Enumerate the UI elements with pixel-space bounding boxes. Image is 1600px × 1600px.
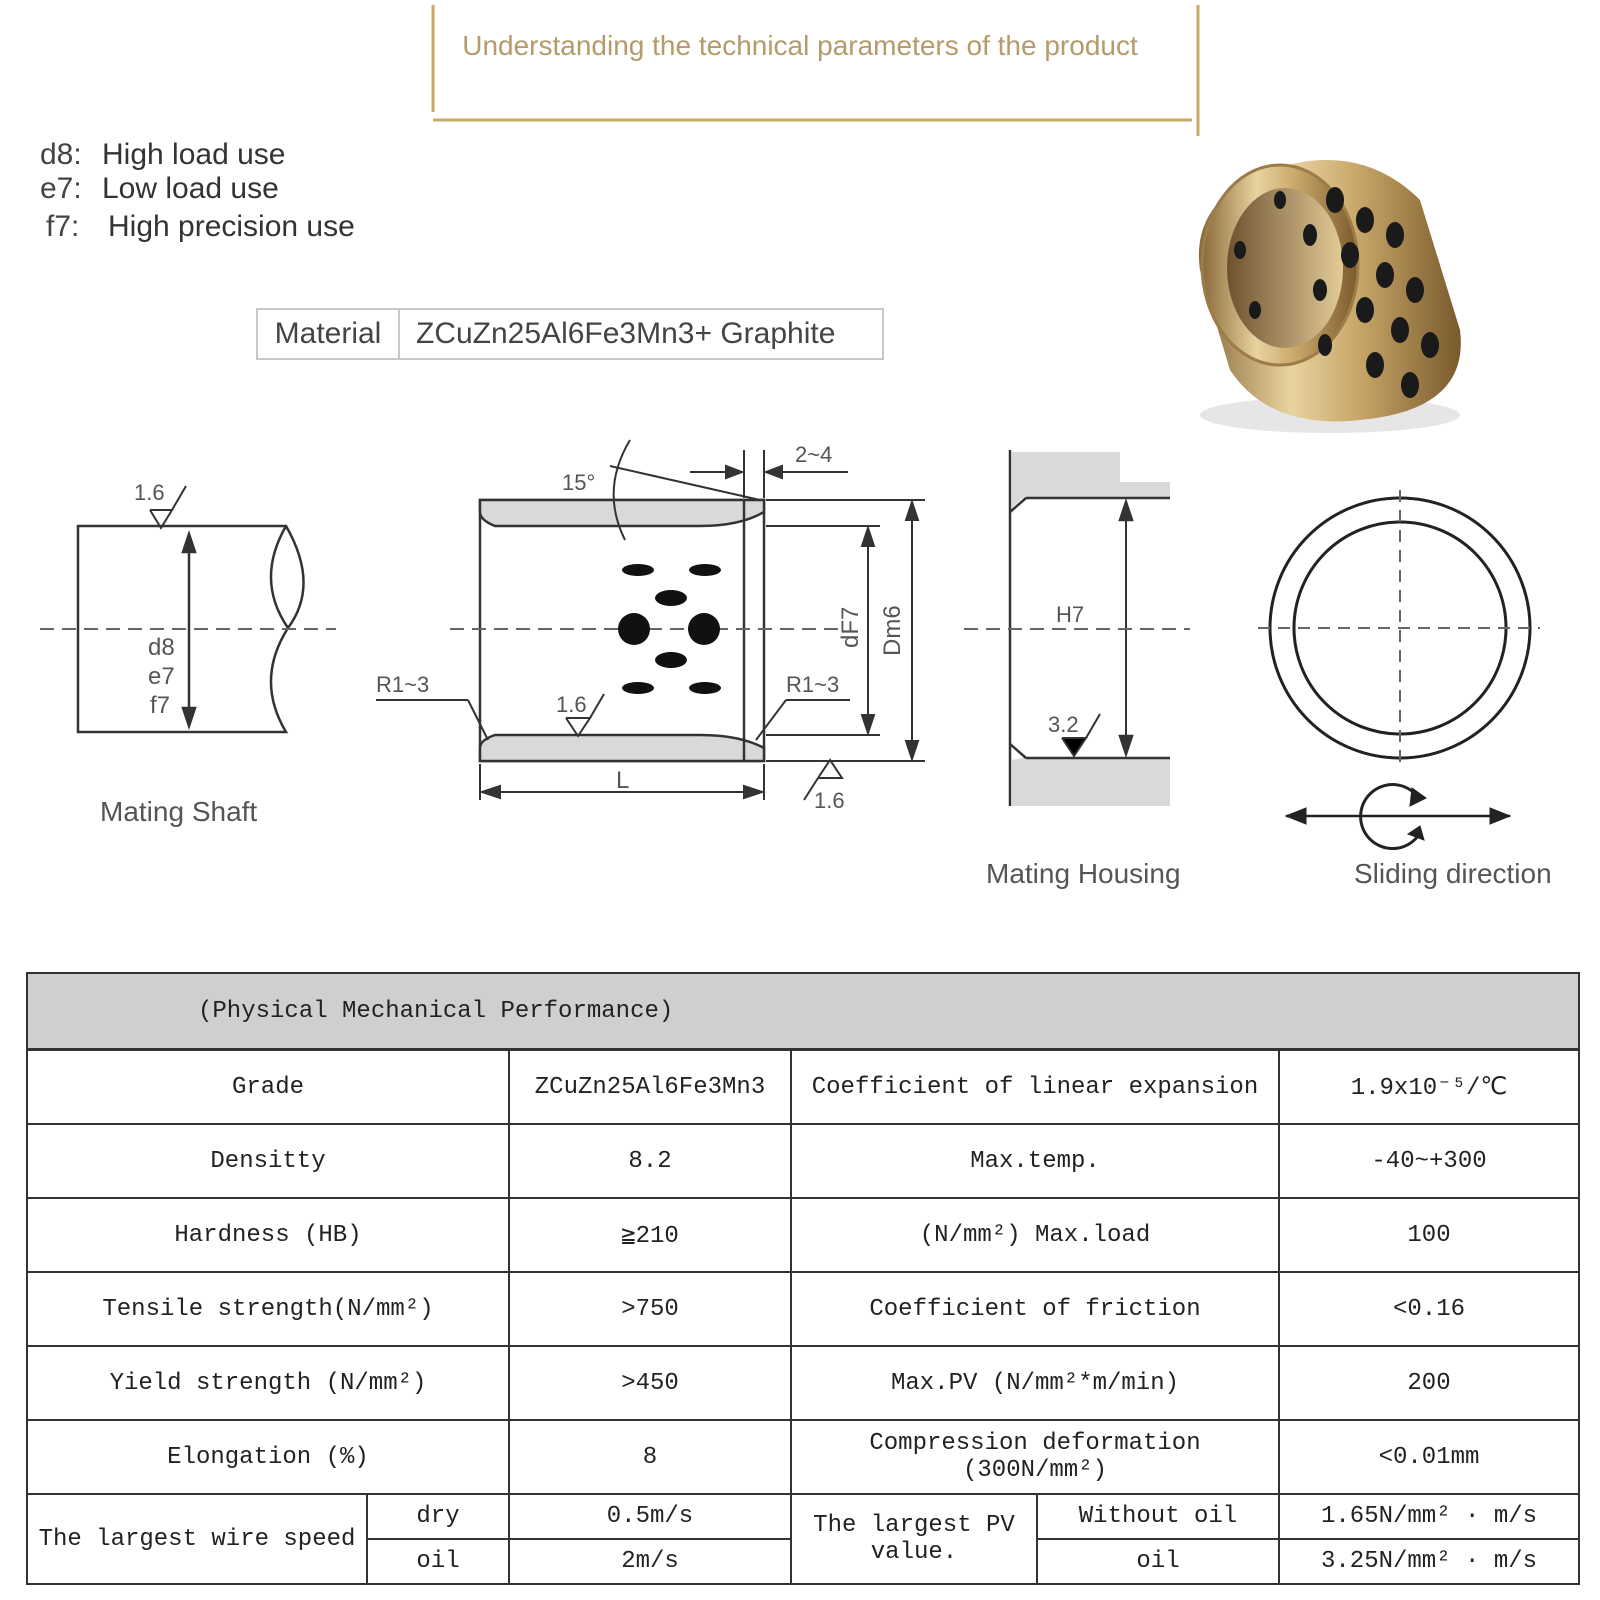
row-value: >750 — [509, 1272, 791, 1346]
sliding-caption: Sliding direction — [1354, 858, 1552, 889]
length-label: L — [616, 767, 630, 794]
pv-oil-label: oil — [1037, 1539, 1279, 1584]
usage-item-f7 — [46, 210, 355, 244]
sliding-direction-drawing — [1258, 490, 1540, 849]
shaft-fit-d8: d8 — [148, 634, 175, 661]
row-value: ≧210 — [509, 1198, 791, 1272]
table-row — [27, 1050, 1579, 1125]
table-row — [27, 1420, 1579, 1494]
inner-fit-label: dF7 — [837, 606, 864, 648]
outer-fit-label: Dm6 — [879, 605, 906, 656]
speed-oil-value: 2m/s — [509, 1539, 791, 1584]
material-value: ZCuZn25Al6Fe3Mn3+ Graphite — [416, 317, 836, 350]
row-label: Yield strength (N/mm²) — [27, 1346, 509, 1420]
radius-right: R1~3 — [786, 672, 840, 697]
shaft-caption: Mating Shaft — [100, 796, 258, 827]
table-row — [27, 1272, 1579, 1346]
speed-dry-value: 0.5m/s — [509, 1494, 791, 1539]
pv-oil-value: 3.25N/mm² · m/s — [1279, 1539, 1579, 1584]
row-label: (N/mm²) Max.load — [791, 1198, 1279, 1272]
chamfer-angle: 15° — [562, 470, 596, 495]
banner-title: Understanding the technical parameters of the product — [462, 30, 1138, 61]
row-value: 8 — [509, 1420, 791, 1494]
table-title: (Physical Mechanical Performance) — [27, 973, 1579, 1050]
bushing-photo — [1160, 140, 1490, 450]
table-row — [27, 1346, 1579, 1420]
usage-code: f7: — [46, 210, 80, 243]
row-label: Coefficient of linear expansion — [791, 1050, 1279, 1125]
pv-without-oil-value: 1.65N/mm² · m/s — [1279, 1494, 1579, 1539]
row-value: 1.9x10⁻⁵/℃ — [1279, 1050, 1579, 1125]
speed-dry-label: dry — [367, 1494, 509, 1539]
radius-left: R1~3 — [376, 672, 430, 697]
table-row — [27, 1494, 1579, 1539]
usage-item-e7 — [40, 172, 279, 206]
row-label: Max.PV (N/mm²*m/min) — [791, 1346, 1279, 1420]
graphite-plugs — [618, 564, 721, 694]
usage-text: Low load use — [102, 172, 279, 205]
row-label: Elongation (%) — [27, 1420, 509, 1494]
technical-drawing — [0, 420, 1600, 900]
pv-without-oil-label: Without oil — [1037, 1494, 1279, 1539]
row-label: Tensile strength(N/mm²) — [27, 1272, 509, 1346]
row-value: <0.01mm — [1279, 1420, 1579, 1494]
row-label: Max.temp. — [791, 1124, 1279, 1198]
mating-shaft-drawing — [78, 486, 304, 732]
shaft-fit-f7: f7 — [150, 692, 171, 719]
usage-item-d8 — [40, 138, 285, 172]
table-row — [27, 1124, 1579, 1198]
row-value: 200 — [1279, 1346, 1579, 1420]
row-value: 100 — [1279, 1198, 1579, 1272]
row-label: Compression deformation (300N/mm²) — [791, 1420, 1279, 1494]
row-value: -40~+300 — [1279, 1124, 1579, 1198]
pv-label: The largest PV value. — [791, 1494, 1037, 1584]
usage-code: d8: — [40, 138, 82, 171]
row-value: <0.16 — [1279, 1272, 1579, 1346]
housing-caption: Mating Housing — [986, 858, 1181, 889]
usage-text: High load use — [102, 138, 286, 171]
performance-table — [26, 972, 1580, 1585]
speed-oil-label: oil — [367, 1539, 509, 1584]
housing-fit: H7 — [1056, 602, 1085, 627]
row-label: Coefficient of friction — [791, 1272, 1279, 1346]
row-value: ZCuZn25Al6Fe3Mn3 — [509, 1050, 791, 1125]
shaft-roughness: 1.6 — [134, 480, 165, 505]
row-value: 8.2 — [509, 1124, 791, 1198]
outer-roughness: 1.6 — [814, 788, 845, 813]
row-label: Densitty — [27, 1124, 509, 1198]
table-row — [27, 1198, 1579, 1272]
chamfer-length: 2~4 — [795, 442, 833, 467]
material-box — [256, 308, 884, 360]
row-value: >450 — [509, 1346, 791, 1420]
material-label: Material — [258, 310, 400, 358]
shaft-fit-e7: e7 — [148, 663, 175, 690]
usage-code: e7: — [40, 172, 82, 205]
inner-roughness: 1.6 — [556, 692, 587, 717]
housing-roughness: 3.2 — [1048, 712, 1079, 737]
banner-frame — [0, 0, 1600, 140]
speed-label: The largest wire speed — [27, 1494, 367, 1584]
row-label: Hardness (HB) — [27, 1198, 509, 1272]
usage-text: High precision use — [108, 210, 355, 243]
row-label: Grade — [27, 1050, 509, 1125]
